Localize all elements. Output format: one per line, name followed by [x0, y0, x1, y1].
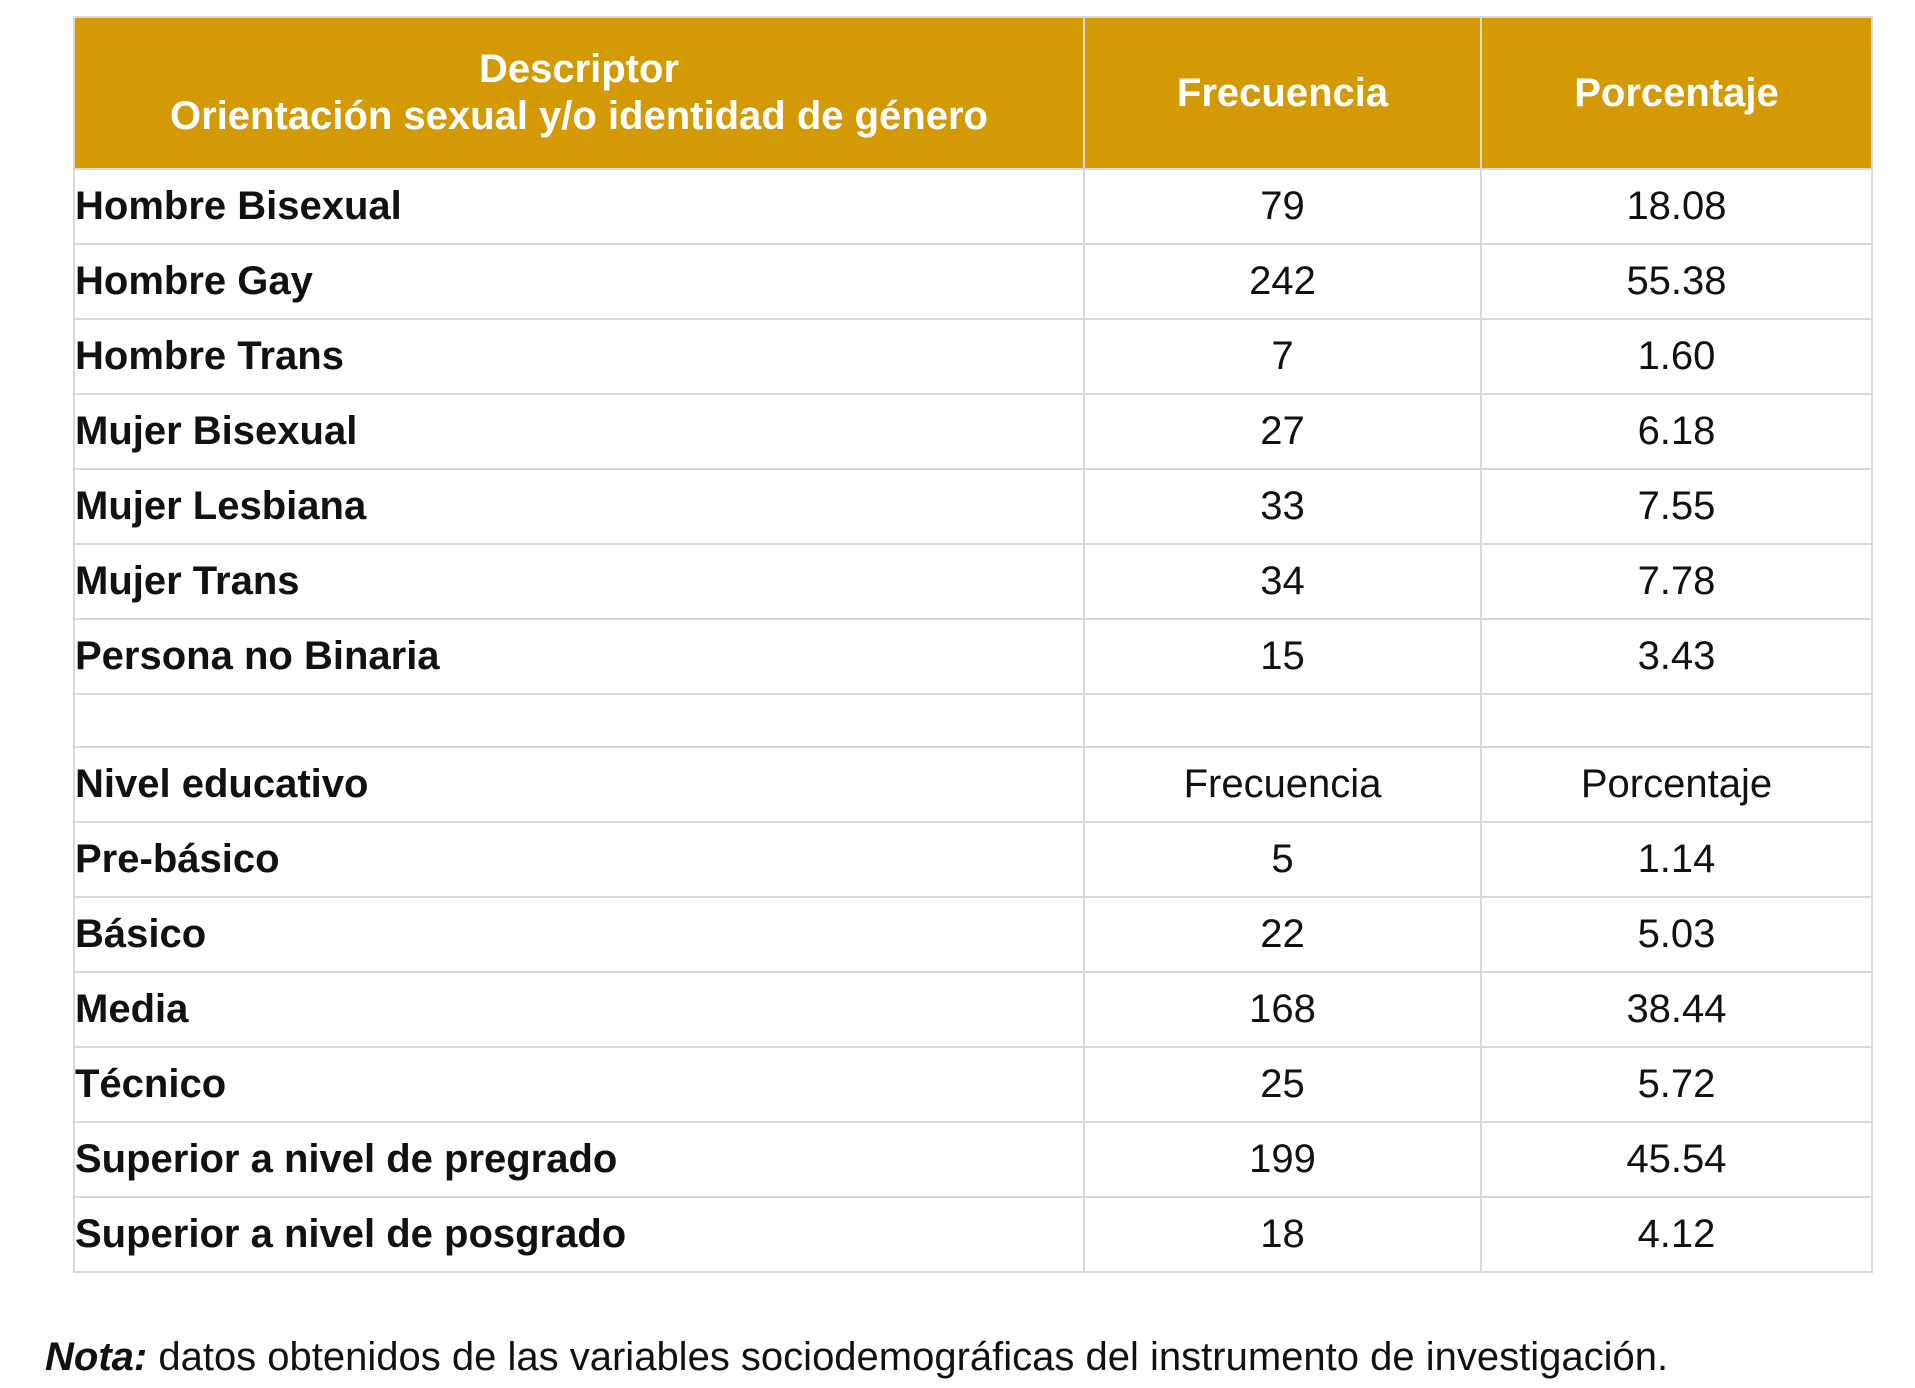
row-percentage: 1.60: [1481, 319, 1872, 394]
row-frequency: 15: [1084, 619, 1481, 694]
table-row: [74, 319, 1872, 394]
row-percentage: 7.78: [1481, 544, 1872, 619]
table-row: [74, 469, 1872, 544]
row-label: Mujer Bisexual: [74, 394, 1084, 469]
row-frequency: 7: [1084, 319, 1481, 394]
table-row: [74, 244, 1872, 319]
row-percentage: 7.55: [1481, 469, 1872, 544]
table-row: [74, 544, 1872, 619]
descriptor-header: [74, 17, 1084, 169]
table-row: [74, 1047, 1872, 1122]
row-label: Hombre Bisexual: [74, 169, 1084, 244]
section-percentage-header: Porcentaje: [1481, 747, 1872, 822]
row-frequency: 79: [1084, 169, 1481, 244]
empty-cell: [74, 694, 1084, 747]
row-percentage: 3.43: [1481, 619, 1872, 694]
table-row: [74, 822, 1872, 897]
table-header: [74, 17, 1872, 169]
row-frequency: 27: [1084, 394, 1481, 469]
row-frequency: 168: [1084, 972, 1481, 1047]
empty-cell: [1481, 694, 1872, 747]
section-frequency-header: Frecuencia: [1084, 747, 1481, 822]
row-percentage: 1.14: [1481, 822, 1872, 897]
row-label: Media: [74, 972, 1084, 1047]
note-label: Nota:: [45, 1335, 148, 1379]
row-percentage: 5.72: [1481, 1047, 1872, 1122]
table-row: [74, 1197, 1872, 1272]
table-row: [74, 394, 1872, 469]
frequency-header: Frecuencia: [1084, 17, 1481, 169]
row-label: Superior a nivel de pregrado: [74, 1122, 1084, 1197]
table-row: [74, 972, 1872, 1047]
descriptor-subtitle: Orientación sexual y/o identidad de género: [170, 94, 988, 138]
section-label-education: Nivel educativo: [74, 747, 1084, 822]
row-label: Básico: [74, 897, 1084, 972]
row-frequency: 33: [1084, 469, 1481, 544]
note-text: datos obtenidos de las variables sociodemográficas del instrumento de investigación.: [147, 1335, 1669, 1379]
row-percentage: 55.38: [1481, 244, 1872, 319]
table-row: [74, 169, 1872, 244]
row-label: Mujer Trans: [74, 544, 1084, 619]
row-frequency: 34: [1084, 544, 1481, 619]
section-header-row: [74, 747, 1872, 822]
row-label: Mujer Lesbiana: [74, 469, 1084, 544]
row-percentage: 18.08: [1481, 169, 1872, 244]
row-label: Hombre Gay: [74, 244, 1084, 319]
percentage-header: Porcentaje: [1481, 17, 1872, 169]
empty-cell: [1084, 694, 1481, 747]
row-frequency: 18: [1084, 1197, 1481, 1272]
row-percentage: 38.44: [1481, 972, 1872, 1047]
table-row: [74, 619, 1872, 694]
row-frequency: 199: [1084, 1122, 1481, 1197]
row-frequency: 5: [1084, 822, 1481, 897]
row-frequency: 22: [1084, 897, 1481, 972]
table-row: [74, 1122, 1872, 1197]
row-label: Hombre Trans: [74, 319, 1084, 394]
row-percentage: 6.18: [1481, 394, 1872, 469]
row-percentage: 4.12: [1481, 1197, 1872, 1272]
descriptor-title: Descriptor: [478, 47, 680, 91]
spacer-row: [74, 694, 1872, 747]
row-label: Técnico: [74, 1047, 1084, 1122]
row-frequency: 242: [1084, 244, 1481, 319]
row-label: Persona no Binaria: [74, 619, 1084, 694]
table-row: [74, 897, 1872, 972]
row-percentage: 5.03: [1481, 897, 1872, 972]
row-label: Pre-básico: [74, 822, 1084, 897]
row-label: Superior a nivel de posgrado: [74, 1197, 1084, 1272]
row-percentage: 45.54: [1481, 1122, 1872, 1197]
row-frequency: 25: [1084, 1047, 1481, 1122]
data-table: [73, 16, 1873, 1273]
table-note: [45, 1335, 1668, 1380]
